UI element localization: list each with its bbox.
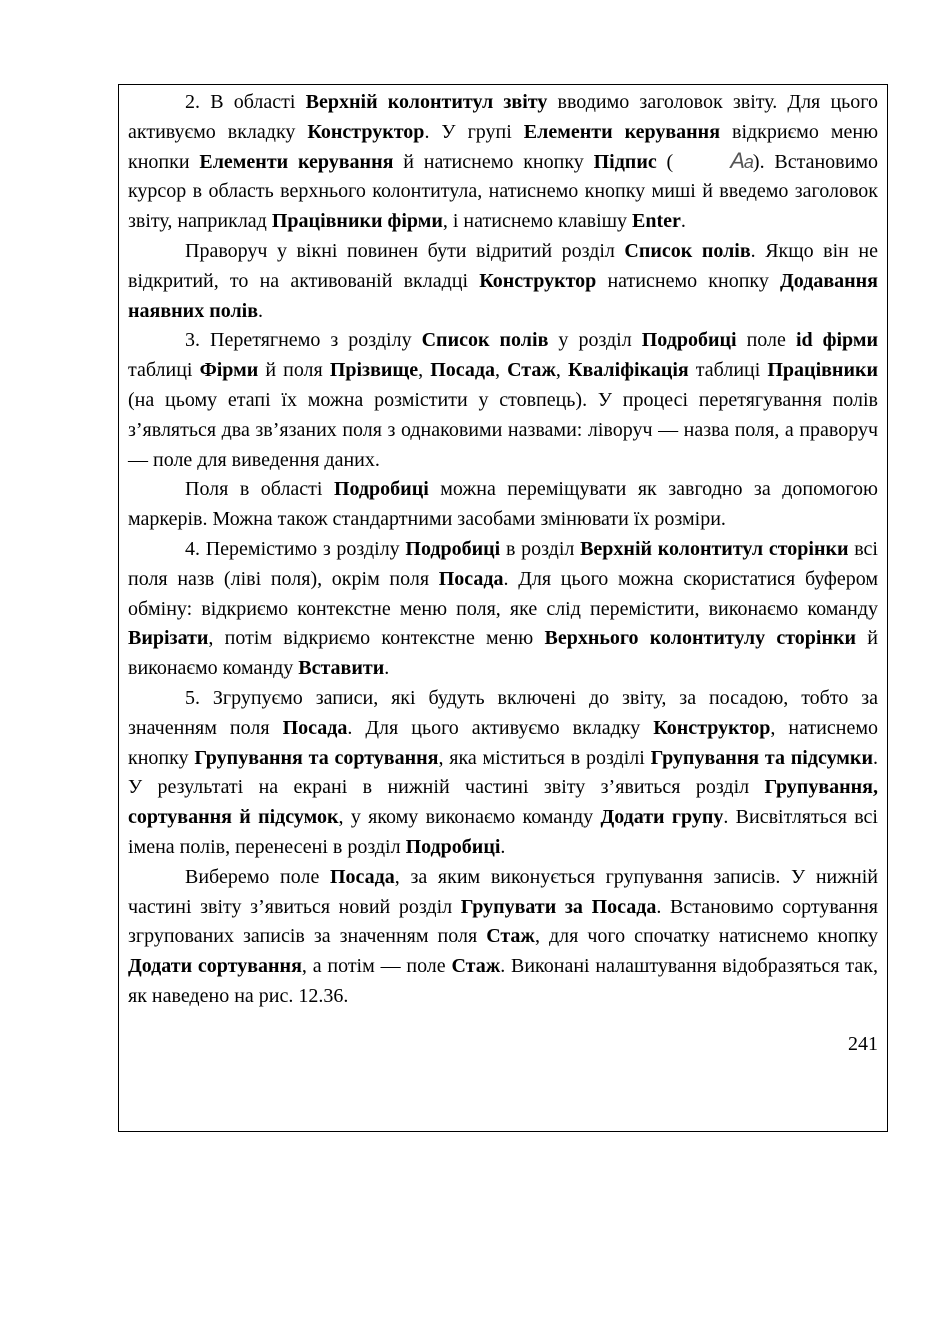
text-run: в розділ bbox=[500, 537, 581, 560]
text-run: можна переміщувати як завгодно за допомогою маркерів. Можна також стандартними засобами змінювати їх розміри. bbox=[128, 478, 878, 531]
bold-term: Додати групу bbox=[600, 806, 724, 829]
bold-term: Посада bbox=[282, 716, 348, 739]
text-run: таблиці bbox=[128, 359, 200, 382]
text-run: . У результаті на екрані в нижній частині звіту з’явиться розділ bbox=[128, 746, 878, 799]
bold-term: Фірми bbox=[199, 359, 259, 382]
bold-term: Кваліфікація bbox=[567, 359, 689, 382]
bold-term: Конструктор bbox=[307, 120, 425, 143]
text-run: . Для цього активуємо вкладку bbox=[347, 716, 654, 739]
text-run: поле bbox=[736, 329, 796, 352]
paragraph bbox=[128, 863, 878, 1012]
paragraph bbox=[128, 88, 878, 237]
paragraph bbox=[128, 475, 878, 535]
text-run: Праворуч у вікні повинен бути відритий розділ bbox=[185, 239, 625, 262]
text-run: 5. Згрупуємо записи, які будуть включені до звіту, за посадою, тобто за значенням поля bbox=[128, 686, 878, 739]
bold-term: Прізвище bbox=[329, 359, 419, 382]
text-run: Поля в області bbox=[185, 478, 334, 501]
bold-term: Посада bbox=[438, 567, 504, 590]
bold-term: Додавання наявних полів bbox=[128, 269, 878, 322]
page-number: 241 bbox=[848, 1033, 878, 1055]
bold-term: Конструктор bbox=[653, 716, 771, 739]
paragraph bbox=[128, 237, 878, 326]
bold-term: Додати сортування bbox=[128, 955, 302, 978]
text-run: , потім відкриємо контекстне меню bbox=[208, 627, 545, 650]
text-run: 4. Перемістимо з розділу bbox=[185, 537, 406, 560]
text-run: . У групі bbox=[424, 120, 524, 143]
bold-term: Працівники фірми bbox=[271, 210, 443, 233]
paragraph bbox=[128, 684, 878, 863]
bold-term: Вставити bbox=[298, 657, 385, 680]
text-run: . bbox=[258, 299, 264, 322]
text-run: у розділ bbox=[548, 329, 642, 352]
paragraph bbox=[128, 535, 878, 684]
bold-term: Подробиці bbox=[641, 329, 737, 352]
bold-term: Підпис bbox=[593, 150, 657, 173]
text-run: (на цьому етапі їх можна розмістити у стовпець). У процесі перетягування полів з’являться два зв’язаних поля з однаковими назвами: ліворуч — назва поля, а праворуч — поле для виведення даних. bbox=[128, 388, 878, 471]
bold-term: Подробиці bbox=[405, 537, 501, 560]
text-run: . Якщо він не відкритий, то на активованій вкладці bbox=[128, 239, 878, 292]
text-run: 3. Перетягнемо з розділу bbox=[185, 329, 422, 352]
paragraph bbox=[128, 326, 878, 475]
text-run: . Встановимо сортування згрупованих записів за значенням поля bbox=[128, 895, 878, 948]
text-run: , bbox=[418, 359, 431, 382]
bold-term: Групування та сортування bbox=[194, 746, 439, 769]
text-run: . bbox=[500, 835, 506, 858]
text-run: , bbox=[495, 359, 508, 382]
bold-term: Групування та підсумки bbox=[650, 746, 873, 769]
bold-term: Групування, сортування й підсумок bbox=[128, 776, 878, 829]
text-run: . Висвітляться всі імена полів, перенесені в розділ bbox=[128, 806, 878, 858]
text-run: натиснемо кнопку bbox=[596, 269, 781, 292]
text-run: й поля bbox=[258, 359, 330, 382]
bold-term: Подробиці bbox=[333, 478, 429, 501]
text-run: , яка міститься в розділі bbox=[438, 746, 651, 769]
text-run: ( bbox=[656, 150, 674, 173]
bold-term: Працівники bbox=[767, 359, 879, 382]
text-frame bbox=[118, 84, 888, 1132]
label-aa-icon: Aa bbox=[730, 147, 753, 173]
bold-term: Список полів bbox=[624, 239, 751, 262]
text-run: , у якому виконаємо команду bbox=[338, 806, 601, 829]
text-run: , а потім — поле bbox=[301, 955, 452, 978]
text-run: 2. В області bbox=[185, 91, 306, 113]
text-run: всі поля назв (ліві поля), окрім поля bbox=[128, 537, 878, 590]
text-run: . Виконані налаштування відобразяться так, як наведено на рис. 12.36. bbox=[128, 955, 878, 1007]
bold-term: Посада bbox=[430, 359, 496, 382]
text-run: ). Встановимо курсор в область верхнього колонтитула, натиснемо кнопку миші й введемо заголовок звіту, наприклад bbox=[128, 150, 878, 233]
bold-term: Стаж bbox=[486, 925, 535, 948]
bold-term: Список полів bbox=[421, 329, 549, 352]
bold-term: Елементи керування bbox=[199, 150, 394, 173]
bold-term: Верхній колонтитул сторінки bbox=[580, 537, 849, 560]
text-run: Виберемо поле bbox=[185, 865, 330, 888]
text-run: . bbox=[680, 210, 686, 233]
text-run: . bbox=[384, 657, 390, 680]
text-run: таблиці bbox=[688, 359, 768, 382]
text-run: , і натиснемо клавішу bbox=[442, 210, 633, 233]
bold-term: Верхній колонтитул звіту bbox=[305, 91, 548, 113]
bold-term: Стаж bbox=[451, 955, 501, 978]
text-run: , за яким виконується групування записів. У нижній частині звіту з’явиться новий розділ bbox=[128, 865, 879, 918]
bold-term: Подробиці bbox=[405, 835, 501, 858]
text-run: , bbox=[555, 359, 568, 382]
bold-term: Стаж bbox=[507, 359, 556, 382]
text-run: й натиснемо кнопку bbox=[393, 150, 594, 173]
text-run: й виконаємо команду bbox=[128, 627, 879, 680]
bold-term: Конструктор bbox=[479, 269, 597, 292]
text-run: . Для цього можна скористатися буфером обміну: відкриємо контекстне меню поля, яке слід перемістити, виконаємо команду bbox=[128, 567, 878, 620]
text-run: вводимо заголовок звіту. Для цього активуємо вкладку bbox=[128, 91, 878, 143]
bold-term: Групувати за Посада bbox=[460, 895, 657, 918]
text-run: , натиснемо кнопку bbox=[128, 716, 878, 769]
text-run: відкриємо меню кнопки bbox=[128, 120, 879, 173]
bold-term: Посада bbox=[330, 865, 395, 888]
bold-term: Елементи керування bbox=[523, 120, 721, 143]
bold-term: id фірми bbox=[795, 329, 879, 352]
bold-term: Верхнього колонтитулу сторінки bbox=[544, 627, 857, 650]
bold-term: Вирізати bbox=[128, 627, 209, 650]
bold-term: Enter bbox=[632, 210, 681, 233]
text-run: , для чого спочатку натиснемо кнопку bbox=[534, 925, 878, 948]
